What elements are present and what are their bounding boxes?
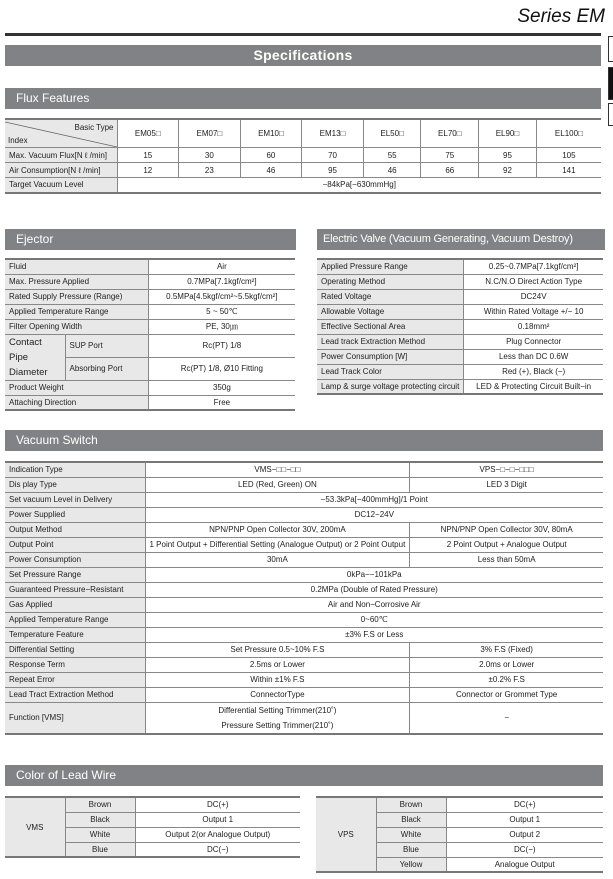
table-row (316, 797, 603, 812)
table-row (5, 612, 603, 627)
value-cell: Plug Connector (464, 334, 603, 349)
vms-value: VMS−□□−□□ (145, 462, 410, 477)
value-cell: 46 (240, 163, 302, 178)
wire-color: Brown (65, 797, 135, 812)
value-cell: Red (+), Black (−) (464, 364, 603, 379)
vms-value: 30mA (145, 552, 410, 567)
table-row (5, 522, 603, 537)
wire-color: Brown (376, 797, 446, 812)
table-row (5, 582, 603, 597)
vacuum-switch-table (5, 461, 603, 735)
wire-function: DC(−) (135, 842, 300, 857)
table-row (5, 395, 295, 410)
table-row (5, 178, 601, 193)
value-cell: −53.3kPa[−400mmHg]/1 Point (145, 492, 603, 507)
table-row (317, 334, 603, 349)
table-row (5, 462, 603, 477)
vms-value: 1 Point Output + Differential Setting (Analogue Output) or 2 Point Output (145, 537, 410, 552)
vms-label: VMS (5, 797, 65, 857)
row-label: Effective Sectional Area (317, 319, 464, 334)
row-label: Contact Pipe Diameter (5, 334, 65, 380)
table-row (5, 163, 601, 178)
model-header: EM10□ (240, 119, 302, 148)
vps-value: 2.0ms or Lower (410, 657, 603, 672)
vps-value: VPS−□−□−□□□ (410, 462, 603, 477)
table-row (5, 537, 603, 552)
table-row (5, 657, 603, 672)
vms-value: Set Pressure 0.5~10% F.S (145, 642, 410, 657)
row-label: Applied Temperature Range (5, 612, 145, 627)
table-row (317, 319, 603, 334)
vps-label: VPS (316, 797, 376, 872)
row-label: Product Weight (5, 380, 148, 395)
row-label: Guaranteed Pressure−Resistant (5, 582, 145, 597)
model-header: EL50□ (363, 119, 421, 148)
side-tab[interactable] (608, 103, 613, 126)
vps-value: 3% F.S (Fixed) (410, 642, 603, 657)
wire-function: DC(+) (135, 797, 300, 812)
table-row (5, 552, 603, 567)
ejector-heading: Ejector (5, 229, 296, 250)
value-cell: 0.7MPa[7.1kgf/cm²] (148, 274, 295, 289)
row-label: Applied Temperature Range (5, 304, 148, 319)
row-label: Power Consumption [W] (317, 349, 464, 364)
table-row (317, 379, 603, 394)
row-label: Max. Pressure Applied (5, 274, 148, 289)
table-row (317, 289, 603, 304)
value-cell: 70 (302, 148, 364, 163)
value-cell: 0.25~0.7MPa[7.1kgf/cm²] (464, 259, 603, 274)
row-label: Power Consumption (5, 552, 145, 567)
vps-value: − (410, 702, 603, 734)
table-row (5, 702, 603, 734)
electric-valve-heading: Electric Valve (Vacuum Generating, Vacuum Destroy) (317, 229, 605, 250)
value-cell: Less than DC 0.6W (464, 349, 603, 364)
value-cell: 15 (117, 148, 179, 163)
table-row (5, 304, 295, 319)
value-cell: 66 (421, 163, 479, 178)
value-cell: 75 (421, 148, 479, 163)
wire-color: Blue (65, 842, 135, 857)
wire-function: Output 1 (446, 812, 603, 827)
row-label: Max. Vacuum Flux[N ℓ /min] (5, 148, 117, 163)
value-cell: Rc(PT) 1/8, Ø10 Fitting (148, 357, 295, 380)
vms-lead-wire-table (5, 796, 300, 858)
value-cell: DC24V (464, 289, 603, 304)
table-row (5, 507, 603, 522)
row-label: Lamp & surge voltage protecting circuit (317, 379, 464, 394)
row-label: Response Term (5, 657, 145, 672)
value-cell: Rc(PT) 1/8 (148, 334, 295, 357)
model-header: EL100□ (536, 119, 601, 148)
row-label: Set Pressure Range (5, 567, 145, 582)
wire-function: DC(−) (446, 842, 603, 857)
value-cell: Within Rated Voltage +/− 10 (464, 304, 603, 319)
value-cell: 350g (148, 380, 295, 395)
value-cell: 23 (179, 163, 241, 178)
header-rule (5, 33, 601, 36)
table-row (317, 349, 603, 364)
row-label: Rated Voltage (317, 289, 464, 304)
value-cell: 60 (240, 148, 302, 163)
row-label: Differential Setting (5, 642, 145, 657)
row-label: Repeat Error (5, 672, 145, 687)
row-label: Air Consumption[N ℓ /min] (5, 163, 117, 178)
value-cell: Air and Non−Corrosive Air (145, 597, 603, 612)
row-label: Attaching Direction (5, 395, 148, 410)
function-line: Differential Setting Trimmer(210˚) (218, 705, 337, 715)
value-cell: Air (148, 259, 295, 274)
row-label: Dis play Type (5, 477, 145, 492)
value-cell: LED & Protecting Circuit Built−in (464, 379, 603, 394)
row-label: Operating Method (317, 274, 464, 289)
lead-wire-heading: Color of Lead Wire (5, 765, 603, 786)
model-header: EM07□ (179, 119, 241, 148)
wire-function: Output 2 (446, 827, 603, 842)
value-cell: 105 (536, 148, 601, 163)
vacuum-switch-heading: Vacuum Switch (5, 430, 603, 451)
table-row (5, 672, 603, 687)
side-tab[interactable] (608, 36, 613, 62)
value-cell: 30 (179, 148, 241, 163)
value-cell: PE, 30㎛ (148, 319, 295, 334)
row-label: Output Method (5, 522, 145, 537)
value-cell: 141 (536, 163, 601, 178)
table-row (317, 274, 603, 289)
value-cell: 46 (363, 163, 421, 178)
vms-value: 2.5ms or Lower (145, 657, 410, 672)
table-row (317, 364, 603, 379)
table-row (5, 319, 295, 334)
value-cell: 0.5MPa[4.5kgf/cm²~5.5kgf/cm²] (148, 289, 295, 304)
model-header: EL70□ (421, 119, 479, 148)
table-row (5, 567, 603, 582)
electric-valve-table (317, 258, 603, 395)
row-label: Output Point (5, 537, 145, 552)
row-label: Applied Pressure Range (317, 259, 464, 274)
value-cell: 0~60℃ (145, 612, 603, 627)
row-label: Allowable Voltage (317, 304, 464, 319)
table-row (5, 148, 601, 163)
flux-header-row (5, 119, 601, 148)
wire-color: Black (65, 812, 135, 827)
table-row (5, 289, 295, 304)
value-cell: 12 (117, 163, 179, 178)
row-label: Target Vacuum Level (5, 178, 117, 193)
vms-value: Within ±1% F.S (145, 672, 410, 687)
value-cell: 55 (363, 148, 421, 163)
table-row (5, 627, 603, 642)
table-row (5, 687, 603, 702)
side-tab-active[interactable] (608, 67, 613, 100)
table-row (5, 259, 295, 274)
wire-color: White (65, 827, 135, 842)
row-label: Function [VMS] (5, 702, 145, 734)
flux-features-heading: Flux Features (5, 88, 601, 109)
vps-lead-wire-table (316, 796, 603, 873)
corner-basic-type: Basic Type (74, 123, 114, 132)
table-row (5, 334, 295, 357)
vps-value: ±0.2% F.S (410, 672, 603, 687)
specifications-heading: Specifications (5, 45, 601, 66)
table-row (5, 477, 603, 492)
value-cell: ±3% F.S or Less (145, 627, 603, 642)
table-row (5, 274, 295, 289)
table-row (5, 597, 603, 612)
model-header: EM05□ (117, 119, 179, 148)
function-line: Pressure Setting Trimmer(210˚) (221, 720, 334, 730)
corner-index: Index (8, 136, 28, 145)
vms-value: LED (Red, Green) ON (145, 477, 410, 492)
wire-function: Analogue Output (446, 857, 603, 872)
table-row (317, 259, 603, 274)
wire-color: Black (376, 812, 446, 827)
table-row (317, 304, 603, 319)
value-cell: 5 ~ 50℃ (148, 304, 295, 319)
table-row (5, 797, 300, 812)
row-label: Rated Supply Pressure (Range) (5, 289, 148, 304)
wire-function: DC(+) (446, 797, 603, 812)
flux-table (5, 118, 601, 194)
value-cell: 0.18mm² (464, 319, 603, 334)
value-cell: −84kPa[−630mmHg] (117, 178, 601, 193)
sub-label: SUP Port (65, 334, 148, 357)
value-cell: 95 (302, 163, 364, 178)
wire-color: Yellow (376, 857, 446, 872)
vms-value: ConnectorType (145, 687, 410, 702)
value-cell: N.C/N.O Direct Action Type (464, 274, 603, 289)
value-cell: DC12−24V (145, 507, 603, 522)
series-title: Series EM (517, 6, 605, 27)
vps-value: NPN/PNP Open Collector 30V, 80mA (410, 522, 603, 537)
wire-color: Blue (376, 842, 446, 857)
wire-function: Output 1 (135, 812, 300, 827)
row-label: Set vacuum Level in Delivery (5, 492, 145, 507)
model-header: EL90□ (479, 119, 537, 148)
ejector-table (5, 258, 295, 411)
row-label: Temperature Feature (5, 627, 145, 642)
row-label: Lead Track Color (317, 364, 464, 379)
value-cell: 92 (479, 163, 537, 178)
vms-value: NPN/PNP Open Collector 30V, 200mA (145, 522, 410, 537)
wire-function: Output 2(or Analogue Output) (135, 827, 300, 842)
model-header: EM13□ (302, 119, 364, 148)
vps-value: 2 Point Output + Analogue Output (410, 537, 603, 552)
wire-color: White (376, 827, 446, 842)
table-row (5, 380, 295, 395)
value-cell: 0kPa−−101kPa (145, 567, 603, 582)
vps-value: Connector or Grommet Type (410, 687, 603, 702)
function-vms-cell (145, 702, 410, 734)
row-label: Lead track Extraction Method (317, 334, 464, 349)
row-label: Indication Type (5, 462, 145, 477)
table-row (5, 492, 603, 507)
vps-value: LED 3 Digit (410, 477, 603, 492)
corner-cell (5, 120, 117, 147)
row-label: Lead Tract Extraction Method (5, 687, 145, 702)
row-label: Filter Opening Width (5, 319, 148, 334)
row-label: Power Supplied (5, 507, 145, 522)
row-label: Gas Applied (5, 597, 145, 612)
value-cell: 95 (479, 148, 537, 163)
table-row (5, 642, 603, 657)
vps-value: Less than 50mA (410, 552, 603, 567)
row-label: Fluid (5, 259, 148, 274)
sub-label: Absorbing Port (65, 357, 148, 380)
value-cell: Free (148, 395, 295, 410)
value-cell: 0.2MPa (Double of Rated Pressure) (145, 582, 603, 597)
